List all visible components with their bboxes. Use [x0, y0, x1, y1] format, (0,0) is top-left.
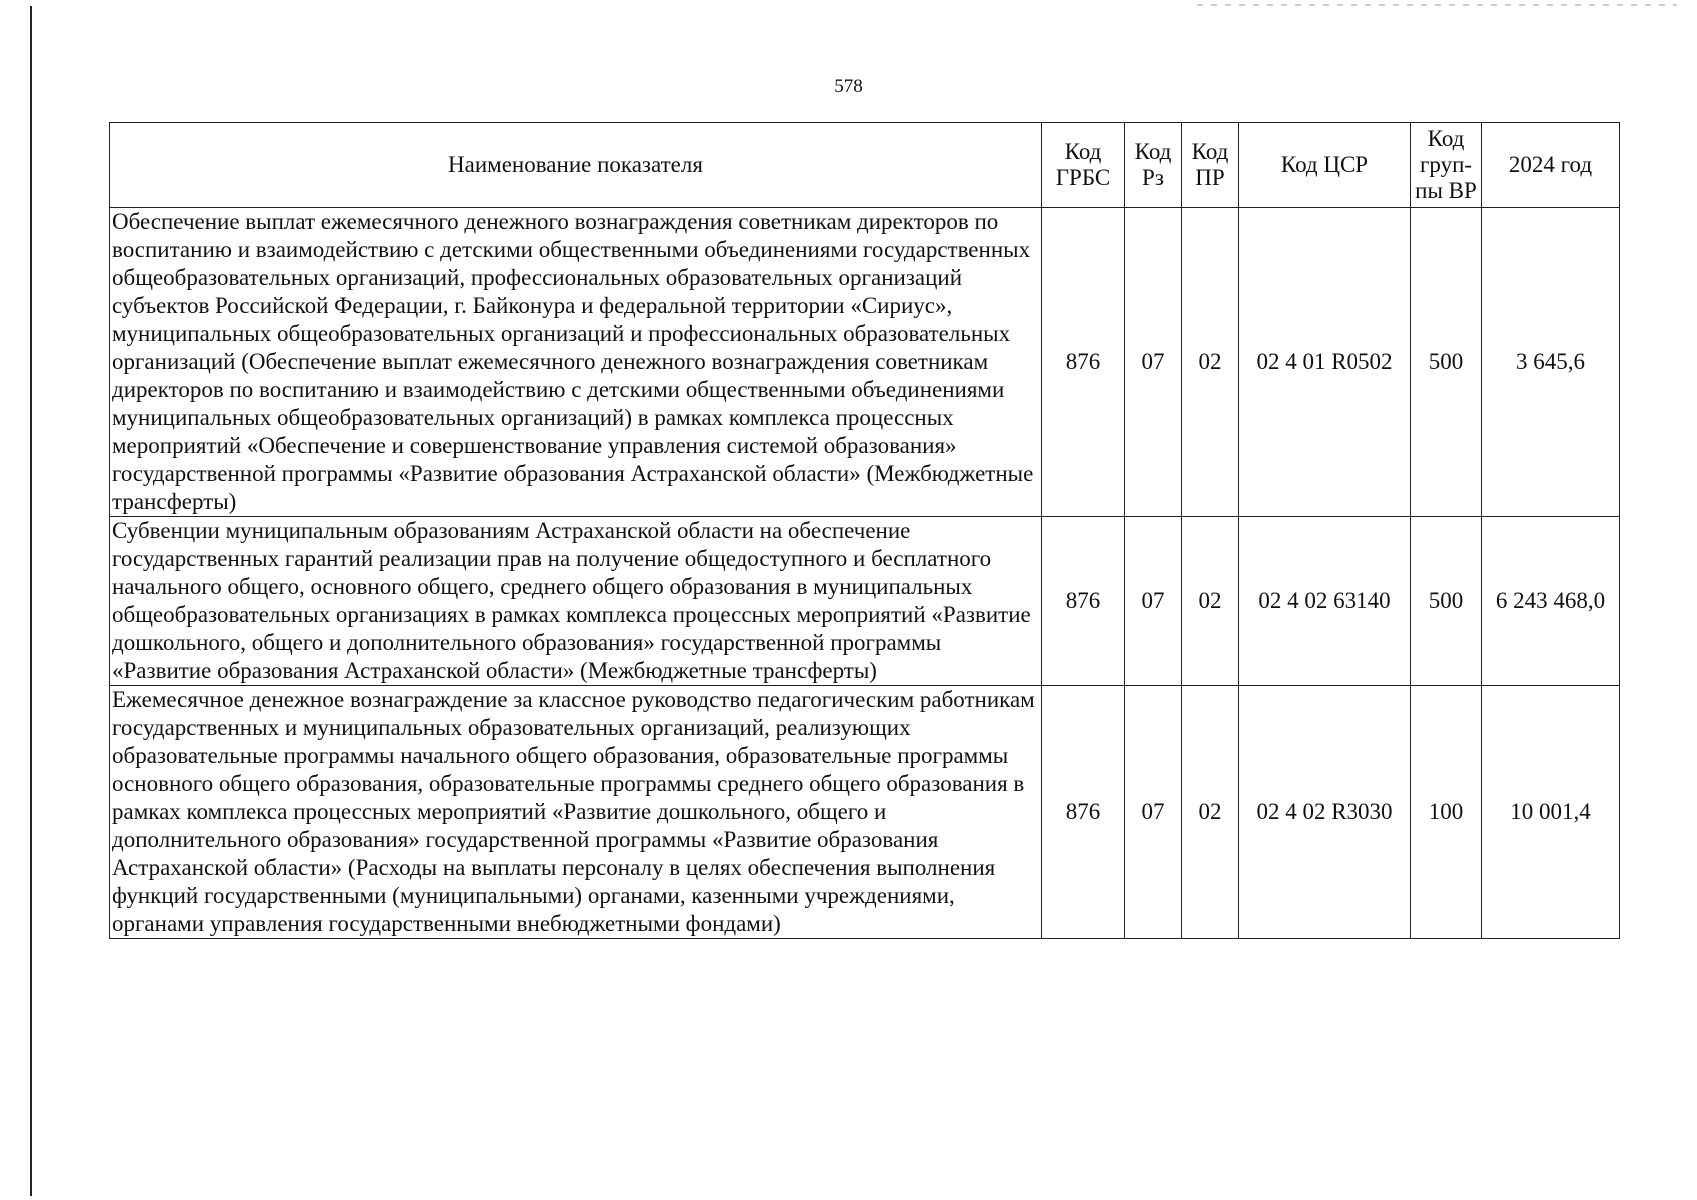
row-value: 10 001,4: [1482, 686, 1620, 939]
row-rz: 07: [1125, 208, 1182, 517]
header-name: Наименование показателя: [110, 123, 1042, 208]
row-pr: 02: [1182, 517, 1239, 686]
row-name: Обеспечение выплат ежемесячного денежного вознаграждения советникам директоров по воспитанию и взаимодействию с детскими общественными объединениями государственных общеобразовательных организаций, профессиональных образовательных организаций субъектов Российской Федерации, г. Байконура и федеральной территории «Сириус», муниципальных общеобразовательных организаций и профессиональных образовательных организаций (Обеспечение выплат ежемесячного денежного вознаграждения советникам директоров по воспитанию и взаимодействию с детскими общественными объединениями муниципальных общеобразовательных организаций) в рамках комплекса процессных мероприятий «Обеспечение и совершенствование управления системой образования» государственной программы «Развитие образования Астраханской области» (Межбюджетные трансферты): [110, 208, 1042, 517]
row-grbs: 876: [1042, 517, 1125, 686]
row-grbs: 876: [1042, 208, 1125, 517]
header-vr: Код груп-пы ВР: [1411, 123, 1482, 208]
header-rz: Код Рз: [1125, 123, 1182, 208]
row-grbs: 876: [1042, 686, 1125, 939]
row-rz: 07: [1125, 517, 1182, 686]
row-vr: 500: [1411, 517, 1482, 686]
row-pr: 02: [1182, 686, 1239, 939]
row-vr: 500: [1411, 208, 1482, 517]
header-csr: Код ЦСР: [1239, 123, 1411, 208]
row-value: 3 645,6: [1482, 208, 1620, 517]
row-value: 6 243 468,0: [1482, 517, 1620, 686]
table-row: [110, 686, 1620, 939]
row-csr: 02 4 01 R0502: [1239, 208, 1411, 517]
page-number: 578: [834, 76, 863, 97]
row-name: Ежемесячное денежное вознаграждение за классное руководство педагогическим работникам государственных и муниципальных образовательных организаций, реализующих образовательные программы начального общего образования, образовательные программы основного общего образования, образовательные программы среднего общего образования в рамках комплекса процессных мероприятий «Развитие дошкольного, общего и дополнительного образования» государственной программы «Развитие образования Астраханской области» (Расходы на выплаты персоналу в целях обеспечения выполнения функций государственными (муниципальными) органами, казенными учреждениями, органами управления государственными внебюджетными фондами): [110, 686, 1042, 939]
table-row: [110, 208, 1620, 517]
header-year: 2024 год: [1482, 123, 1620, 208]
table-header-row: [110, 123, 1620, 208]
budget-table: [109, 122, 1620, 939]
row-vr: 100: [1411, 686, 1482, 939]
scan-artifact: [1197, 4, 1677, 6]
scan-edge-line: [30, 6, 32, 1196]
row-csr: 02 4 02 R3030: [1239, 686, 1411, 939]
table-row: [110, 517, 1620, 686]
row-pr: 02: [1182, 208, 1239, 517]
header-grbs: Код ГРБС: [1042, 123, 1125, 208]
row-rz: 07: [1125, 686, 1182, 939]
header-pr: Код ПР: [1182, 123, 1239, 208]
row-csr: 02 4 02 63140: [1239, 517, 1411, 686]
row-name: Субвенции муниципальным образованиям Астраханской области на обеспечение государственных гарантий реализации прав на получение общедоступного и бесплатного начального общего, основного общего, среднего общего образования в муниципальных общеобразовательных организациях в рамках комплекса процессных мероприятий «Развитие дошкольного, общего и дополнительного образования» государственной программы «Развитие образования Астраханской области» (Межбюджетные трансферты): [110, 517, 1042, 686]
